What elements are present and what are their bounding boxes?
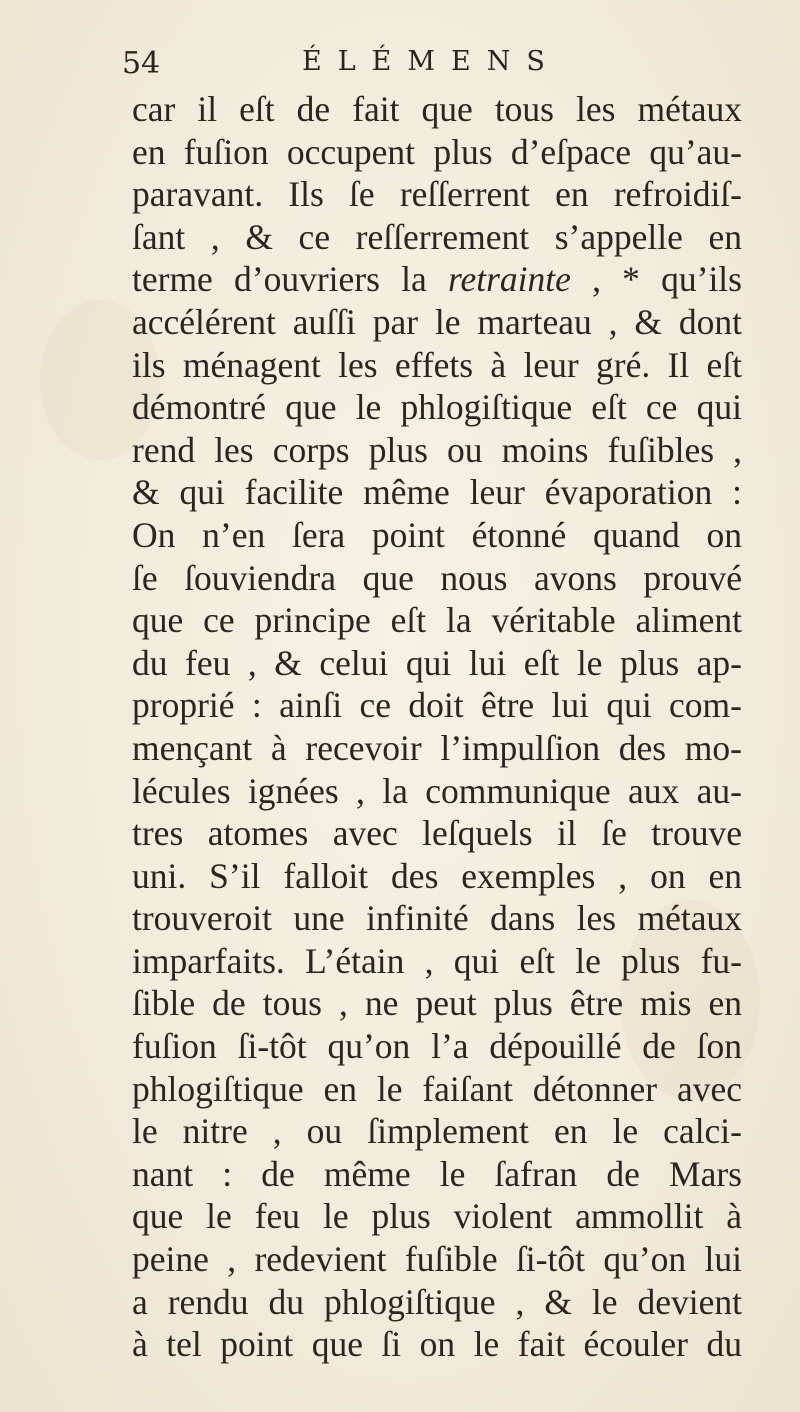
text-line: le nitre , ou ſimplement en le calci- [132, 1111, 742, 1152]
text-line: & qui facilite même leur évaporation : [132, 472, 742, 513]
text-line: peine , redevient fuſible ſi-tôt qu’on lui [132, 1239, 742, 1280]
text-line: ſe ſouviendra que nous avons prouvé [132, 557, 742, 598]
text-line: mençant à recevoir l’impulſion des mo- [132, 727, 742, 768]
text-line: uni. S’il falloit des exemples , on en [132, 855, 742, 896]
text-line: paravant. Ils ſe reſſerrent en refroidiſ- [132, 174, 742, 215]
text-line: rend les corps plus ou moins fuſibles , [132, 429, 742, 470]
text-line: ſible de tous , ne peut plus être mis en [132, 983, 742, 1024]
text-line: phlogiſtique en le faiſant détonner avec [132, 1068, 742, 1109]
text-line: à tel point que ſi on le fait écouler du [132, 1324, 742, 1365]
body-text [132, 88, 742, 1366]
text-segment: terme d’ouvriers la [132, 259, 448, 300]
text-line: car il eſt de fait que tous les métaux [132, 89, 742, 129]
text-line: lécules ignées , la communique aux au- [132, 770, 742, 811]
text-line: ils ménagent les effets à leur gré. Il eſt [132, 344, 742, 385]
text-line: accélérent auſſi par le marteau , & dont [132, 301, 742, 342]
text-line: imparfaits. L’étain , qui eſt le plus fu- [132, 940, 742, 981]
text-line: a rendu du phlogiſtique , & le devient [132, 1281, 742, 1322]
text-line: du feu , & celui qui lui eſt le plus ap- [132, 642, 742, 683]
page-header [122, 38, 682, 88]
text-line: On n’en ſera point étonné quand on [132, 514, 742, 555]
running-title: ÉLÉMENS [302, 46, 561, 77]
text-line: nant : de même le ſafran de Mars [132, 1153, 742, 1194]
text-line: que le feu le plus violent ammollit à [132, 1196, 742, 1237]
text-line: fuſion ſi-tôt qu’on l’a dépouillé de ſon [132, 1026, 742, 1067]
text-line: en fuſion occupent plus d’eſpace qu’au- [132, 131, 742, 172]
text-line: ſant , & ce reſſerrement s’appelle en [132, 216, 742, 257]
text-line: tres atomes avec leſquels il ſe trouve [132, 813, 742, 854]
text-segment: , * qu’ils [570, 259, 742, 300]
text-line: proprié : ainſi ce doit être lui qui com- [132, 685, 742, 726]
text-line: démontré que le phlogiſtique eſt ce qui [132, 387, 742, 428]
text-line: que ce principe eſt la véritable aliment [132, 600, 742, 641]
text-line-retrainte [132, 258, 742, 301]
text-line: trouveroit une infinité dans les métaux [132, 898, 742, 939]
italic-term: retrainte [447, 259, 571, 300]
page-number: 54 [122, 46, 161, 81]
